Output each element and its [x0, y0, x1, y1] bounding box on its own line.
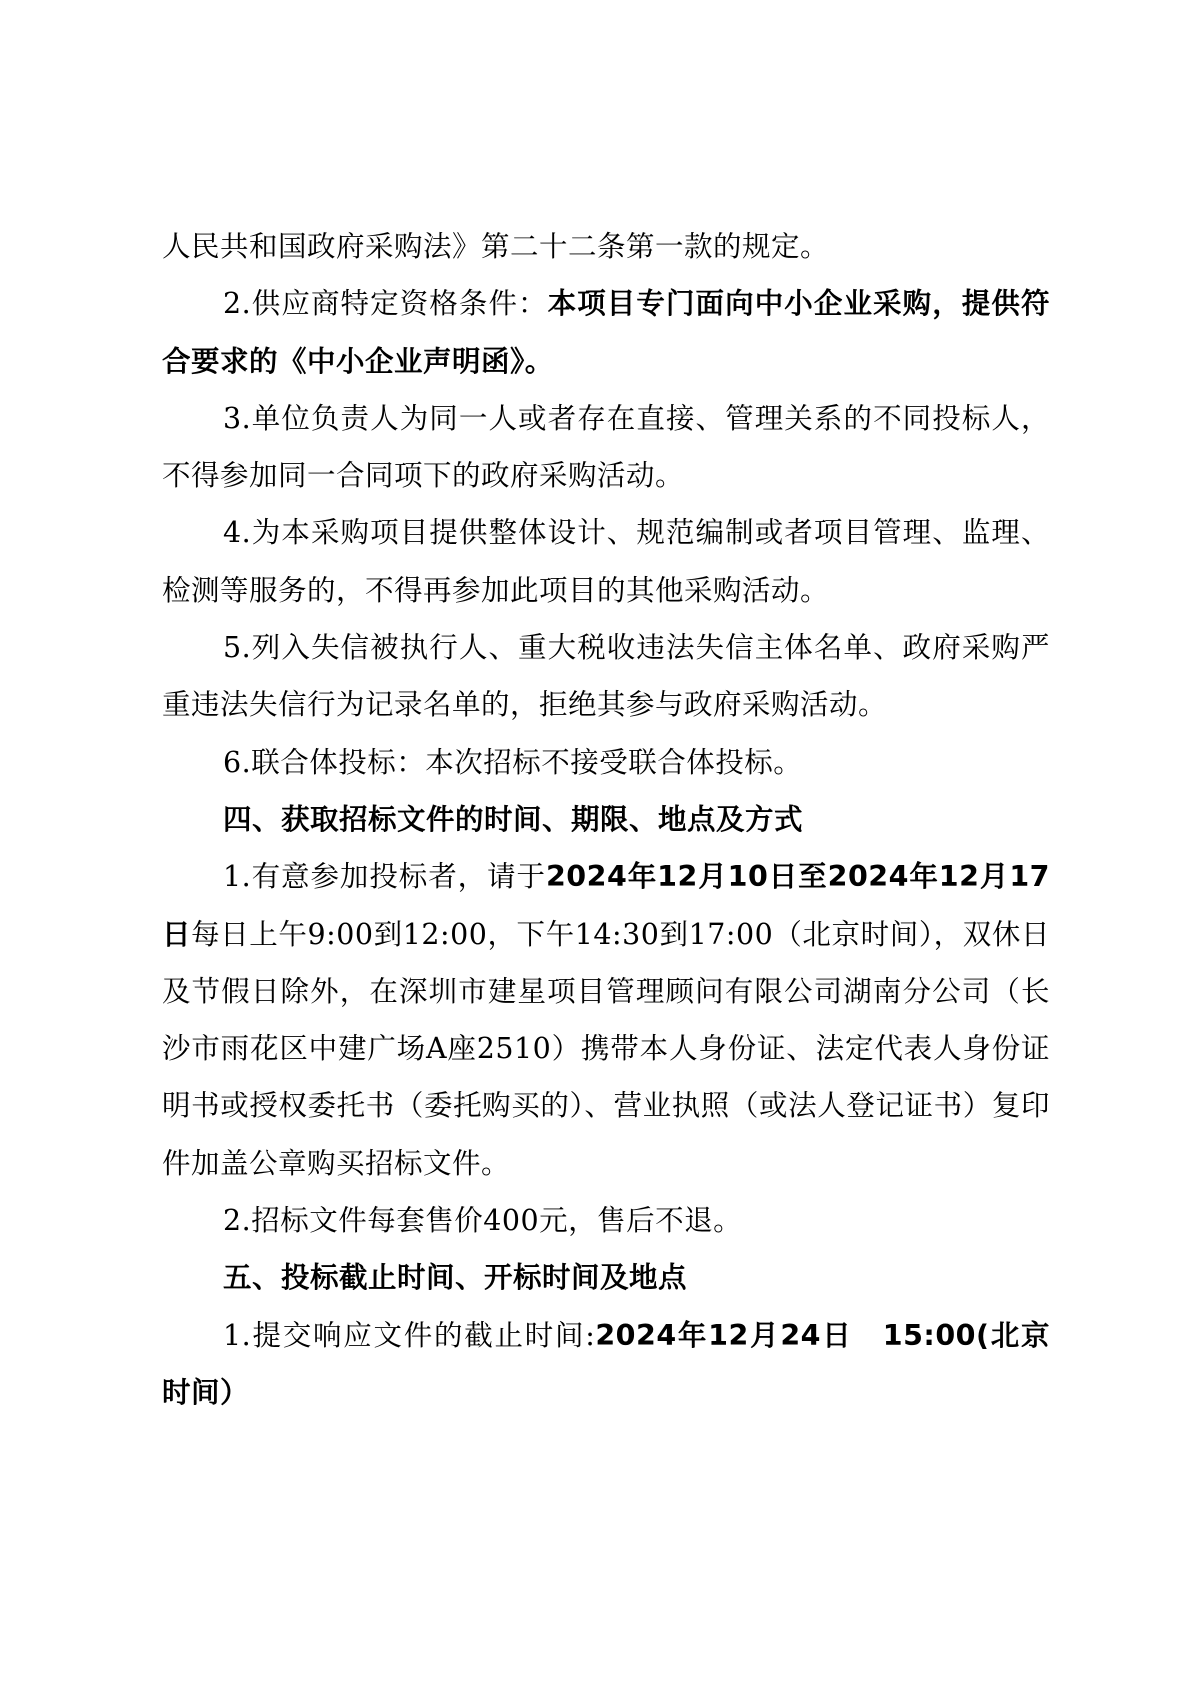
- paragraph-item-4: [162, 504, 1050, 619]
- document-body: [162, 218, 1050, 1421]
- section-heading-5: 五、投标截止时间、开标时间及地点: [223, 1261, 688, 1295]
- bold-text: 本项目专门面向中小企业采购，提供符合要求的《中小企业声明函》。: [162, 287, 1050, 378]
- paragraph-text: 4.为本采购项目提供整体设计、规范编制或者项目管理、监理、检测等服务的，不得再参加此项目的其他采购活动。: [162, 516, 1050, 607]
- paragraph-item-6: [162, 734, 1050, 791]
- paragraph-deadline: [162, 1307, 1050, 1422]
- paragraph-text: 1.有意参加投标者，请于: [223, 860, 546, 894]
- paragraph-special-qualification: [162, 275, 1050, 390]
- paragraph-law-reference: [162, 218, 1050, 275]
- paragraph-text: 6.联合体投标：本次招标不接受联合体投标。: [223, 745, 803, 779]
- paragraph-item-5: [162, 619, 1050, 734]
- bold-date-range: 2024年12月10日至2024年12月17日: [162, 860, 1050, 951]
- paragraph-text: 1.提交响应文件的截止时间:: [223, 1318, 596, 1352]
- paragraph-text: 人民共和国政府采购法》第二十二条第一款的规定。: [162, 230, 830, 263]
- paragraph-text: 3.单位负责人为同一人或者存在直接、管理关系的不同投标人，不得参加同一合同项下的政府采购活动。: [162, 401, 1050, 493]
- paragraph-text: 5.列入失信被执行人、重大税收违法失信主体名单、政府采购严重违法失信行为记录名单的，拒绝其参与政府采购活动。: [162, 631, 1050, 722]
- section-heading-4: 四、获取招标文件的时间、期限、地点及方式: [223, 802, 804, 836]
- bold-deadline-time: 2024年12月24日 15:00(北京时间）: [162, 1318, 1051, 1409]
- paragraph-item-3: [162, 390, 1050, 505]
- paragraph-obtain-documents: [162, 848, 1050, 1192]
- paragraph-text: 2.供应商特定资格条件：: [223, 287, 548, 321]
- paragraph-document-price: [162, 1192, 1050, 1249]
- paragraph-text: 每日上午9:00到12:00，下午14:30到17:00（北京时间），双休日及节假日除外，在深圳市建星项目管理顾问有限公司湖南分公司（长沙市雨花区中建广场A座2510）携带本人身份证、法定代表人身份证明书或授权委托书（委托购买的）、营业执照（或法人登记证书）复印件加盖公章购买招标文件。: [162, 917, 1050, 1180]
- paragraph-text: 2.招标文件每套售价400元，售后不退。: [223, 1204, 743, 1238]
